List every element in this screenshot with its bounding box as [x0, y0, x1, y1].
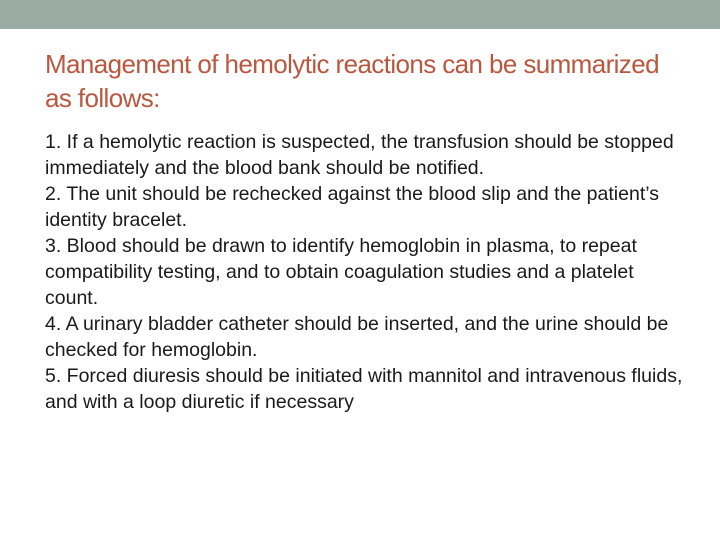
top-accent-bar — [0, 0, 720, 29]
slide-body-list — [45, 129, 685, 415]
list-item: 3. Blood should be drawn to identify hemoglobin in plasma, to repeat compatibility testing, and to obtain coagulation studies and a platelet count. — [45, 235, 637, 309]
list-item: 5. Forced diuresis should be initiated with mannitol and intravenous fluids, and with a loop diuretic if necessary — [45, 365, 683, 413]
list-item: 4. A urinary bladder catheter should be inserted, and the urine should be checked for hemoglobin. — [45, 313, 669, 361]
slide-title: Management of hemolytic reactions can be summarized as follows: — [45, 49, 659, 113]
list-item: 2. The unit should be rechecked against the blood slip and the patient’s identity bracelet. — [45, 183, 659, 231]
list-item: 1. If a hemolytic reaction is suspected, the transfusion should be stopped immediately and the blood bank should be notified. — [45, 131, 674, 179]
